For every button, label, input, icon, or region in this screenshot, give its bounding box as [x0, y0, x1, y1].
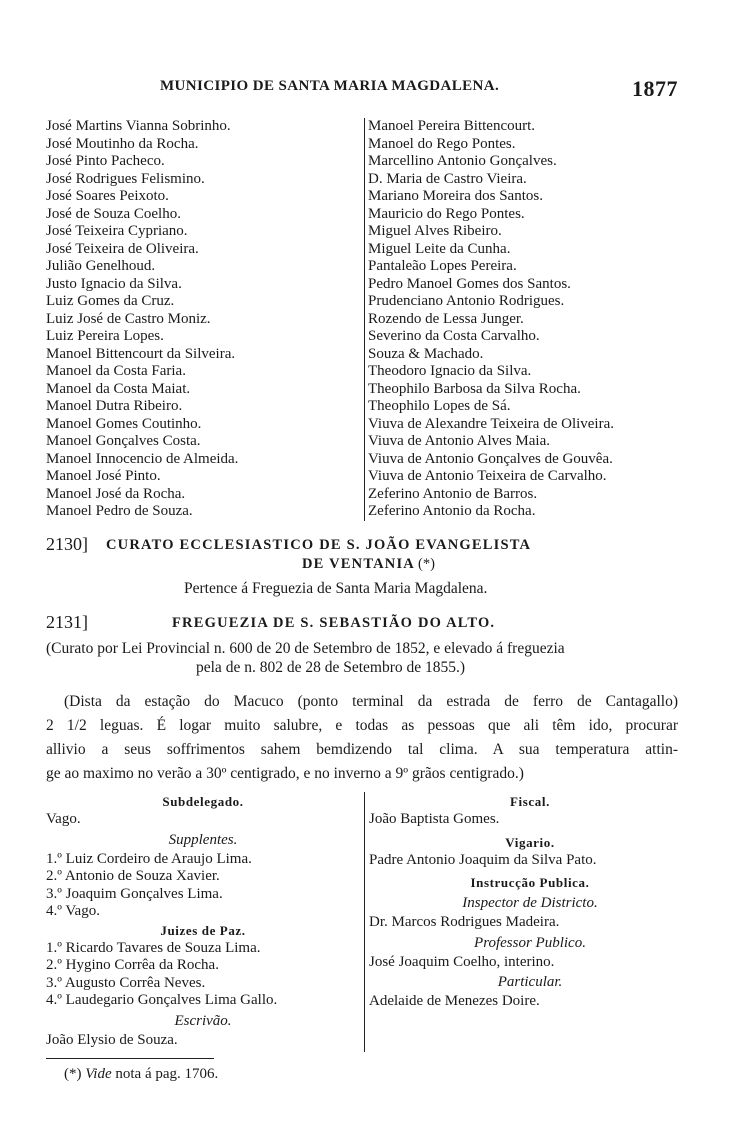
instruccao-heading: Instrucção Publica. — [470, 875, 590, 890]
list-item: Severino da Costa Carvalho. — [368, 328, 540, 344]
list-item: Miguel Alves Ribeiro. — [368, 223, 502, 239]
footnote-mark: (*) — [418, 556, 435, 572]
list-item: Manoel da Costa Faria. — [46, 363, 186, 379]
page-number: 1877 — [632, 76, 678, 101]
list-item: Mariano Moreira dos Santos. — [368, 188, 543, 204]
list-item: José Moutinho da Rocha. — [46, 135, 199, 152]
list-item: Luiz Pereira Lopes. — [46, 328, 164, 344]
list-item: José Martins Vianna Sobrinho. — [46, 118, 231, 134]
list-item: Viuva de Antonio Gonçalves de Gouvêa. — [368, 450, 613, 467]
inspector-name: Dr. Marcos Rodrigues Madeira. — [369, 914, 560, 930]
list-item: Justo Ignacio da Silva. — [46, 275, 182, 292]
subdelegado-name: Vago. — [46, 811, 81, 827]
professor-name: José Joaquim Coelho, interino. — [369, 953, 555, 970]
juiz-entry: 4.º Laudegario Gonçalves Lima Gallo. — [46, 992, 278, 1008]
page-title: MUNICIPIO DE SANTA MARIA MAGDALENA. — [160, 78, 500, 94]
list-item: Viuva de Alexandre Teixeira de Oliveira. — [368, 415, 615, 432]
supplente-entry: 1.º Luiz Cordeiro de Araujo Lima. — [46, 850, 252, 867]
juiz-entry: 3.º Augusto Corrêa Neves. — [46, 974, 206, 991]
list-item: Manoel Pedro de Souza. — [46, 503, 193, 519]
section-note-line: pela de n. 802 de 28 de Setembro de 1855.) — [196, 659, 466, 676]
officials-right-column — [364, 792, 691, 1052]
list-item: Viuva de Antonio Teixeira de Carvalho. — [368, 468, 607, 484]
paragraph-line: (Dista da estação do Macuco (ponto terminal da estrada de ferro de Cantagallo) — [64, 693, 678, 710]
section-title: CURATO ECCLESIASTICO DE S. JOÃO EVANGELISTA — [106, 537, 532, 553]
subdelegado-heading: Subdelegado. — [162, 794, 244, 809]
juizes-heading: Juizes de Paz. — [160, 922, 246, 938]
list-item: Viuva de Antonio Alves Maia. — [368, 433, 550, 449]
page-header — [0, 76, 736, 106]
supplentes-heading: Supplentes. — [168, 831, 238, 848]
list-item: Pedro Manoel Gomes dos Santos. — [368, 275, 571, 292]
fiscal-heading: Fiscal. — [510, 794, 550, 809]
list-item: José de Souza Coelho. — [46, 205, 181, 222]
footnote-vide: Vide — [85, 1066, 112, 1082]
list-item: Mauricio do Rego Pontes. — [368, 205, 525, 222]
list-item: Miguel Leite da Cunha. — [368, 240, 511, 257]
list-item: Julião Genelhoud. — [46, 258, 156, 274]
section-2131 — [46, 612, 696, 642]
section-note-line: (Curato por Lei Provincial n. 600 de 20 de Setembro de 1852, e elevado á freguezia — [46, 640, 565, 657]
section-number: 2131] — [46, 612, 88, 632]
paragraph-line: ge ao maximo no verão a 30º centigrado, e no inverno a 9º grãos centigrado.) — [46, 765, 524, 782]
supplente-entry: 3.º Joaquim Gonçalves Lima. — [46, 885, 223, 902]
list-item: Rozendo de Lessa Junger. — [368, 310, 524, 327]
footnote-mark: (*) — [64, 1066, 82, 1082]
juiz-entry: 2.º Hygino Corrêa da Rocha. — [46, 957, 219, 973]
list-item: Manoel Gonçalves Costa. — [46, 433, 201, 449]
footnote-divider — [46, 1058, 214, 1059]
list-item: José Teixeira Cypriano. — [46, 223, 188, 239]
list-item: Theophilo Barbosa da Silva Rocha. — [368, 380, 581, 397]
list-item: José Soares Peixoto. — [46, 188, 169, 204]
names-right-column — [364, 118, 698, 521]
list-item: Theophilo Lopes de Sá. — [368, 398, 511, 414]
list-item: Manoel Gomes Coutinho. — [46, 415, 202, 432]
juiz-entry: 1.º Ricardo Tavares de Souza Lima. — [46, 939, 261, 956]
list-item: Pantaleão Lopes Pereira. — [368, 258, 517, 274]
supplente-entry: 2.º Antonio de Souza Xavier. — [46, 868, 220, 884]
officials-left-column — [46, 792, 360, 1049]
list-item: Manoel do Rego Pontes. — [368, 135, 516, 152]
list-item: Manoel Pereira Bittencourt. — [368, 118, 536, 134]
footnote — [64, 1066, 218, 1083]
list-item: Zeferino Antonio de Barros. — [368, 485, 538, 502]
description-paragraph — [46, 690, 678, 786]
supplente-entry: 4.º Vago. — [46, 903, 100, 919]
list-item: Manoel José Pinto. — [46, 468, 161, 484]
vigario-heading: Vigario. — [505, 834, 555, 850]
list-item: José Pinto Pacheco. — [46, 153, 165, 169]
list-item: Zeferino Antonio da Rocha. — [368, 503, 536, 519]
list-item: Prudenciano Antonio Rodrigues. — [368, 293, 565, 309]
list-item: Manoel Bittencourt da Silveira. — [46, 345, 236, 362]
footnote-text: nota á pag. 1706. — [115, 1066, 219, 1082]
section-number: 2130] — [46, 534, 88, 554]
list-item: Theodoro Ignacio da Silva. — [368, 363, 532, 379]
paragraph-line: 2 1/2 leguas. É logar muito salubre, e todas as pessoas que ali têm ido, procurar — [46, 717, 678, 734]
list-item: Luiz Gomes da Cruz. — [46, 293, 175, 309]
section-title: FREGUEZIA DE S. SEBASTIÃO DO ALTO. — [172, 615, 496, 631]
professor-heading: Professor Publico. — [474, 934, 586, 951]
list-item: D. Maria de Castro Vieira. — [368, 170, 527, 187]
escrivao-name: João Elysio de Souza. — [46, 1031, 178, 1048]
particular-heading: Particular. — [497, 974, 563, 990]
section-subtitle: Pertence á Freguezia de Santa Maria Magdalena. — [184, 580, 488, 597]
list-item: José Teixeira de Oliveira. — [46, 240, 199, 257]
list-item: Marcellino Antonio Gonçalves. — [368, 153, 557, 169]
list-item: Luiz José de Castro Moniz. — [46, 310, 211, 327]
list-item: Manoel Innocencio de Almeida. — [46, 450, 239, 467]
particular-name: Adelaide de Menezes Doire. — [369, 993, 540, 1009]
section-title-continued: DE VENTANIA — [302, 556, 415, 572]
fiscal-name: João Baptista Gomes. — [369, 811, 500, 827]
list-item: Manoel Dutra Ribeiro. — [46, 398, 183, 414]
list-item: José Rodrigues Felismino. — [46, 170, 205, 187]
list-item: Manoel José da Rocha. — [46, 485, 186, 502]
paragraph-line: allivio a seus soffrimentos sahem bemdizendo tal clima. A sua temperatura attin- — [46, 741, 678, 758]
list-item: Souza & Machado. — [368, 345, 484, 362]
escrivao-heading: Escrivão. — [174, 1012, 232, 1029]
inspector-heading: Inspector de Districto. — [462, 895, 598, 911]
names-left-column — [46, 118, 358, 521]
section-2130 — [46, 534, 696, 584]
list-item: Manoel da Costa Maiat. — [46, 380, 191, 397]
vigario-name: Padre Antonio Joaquim da Silva Pato. — [369, 851, 597, 868]
